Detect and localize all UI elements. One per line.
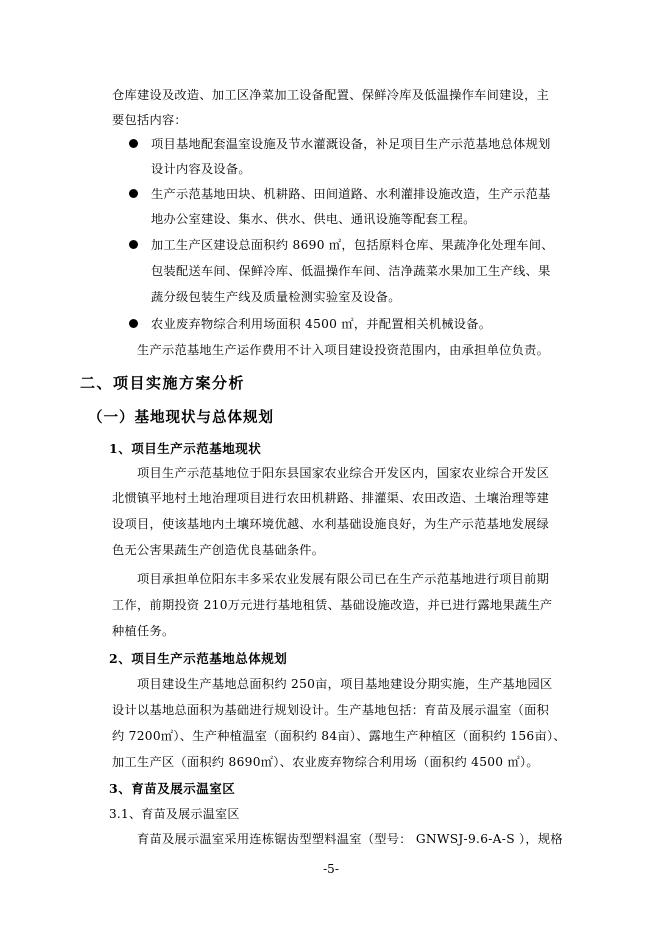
paragraph-line: 设计以基地总面积为基础进行规划设计。生产基地包括：育苗及展示温室（面积 <box>112 703 550 717</box>
bullet-dot-icon <box>129 189 138 198</box>
paragraph-line: 项目承担单位阳东丰多采农业发展有限公司已在生产示范基地进行项目前期 <box>137 572 550 586</box>
paragraph-line: 仓库建设及改造、加工区净菜加工设备配置、保鲜冷库及低温操作车间建设，主 <box>112 88 550 102</box>
paragraph-line: 项目生产示范基地位于阳东县国家农业综合开发区内，国家农业综合开发区 <box>137 466 550 480</box>
bullet-line: 加工生产区建设总面积约 8690 ㎡，包括原料仓库、果蔬净化处理车间、 <box>151 238 554 252</box>
paragraph-line: 约 7200㎡）、生产种植温室（面积约 84亩）、露地生产种植区（面积约 156亩）、 <box>112 729 566 743</box>
item-heading: 1、项目生产示范基地现状 <box>109 441 262 456</box>
paragraph-line: 种植任务。 <box>112 624 175 638</box>
paragraph-line: 项目建设生产基地总面积约 250亩，项目基地建设分期实施，生产基地园区 <box>137 677 553 691</box>
bullet-dot-icon <box>129 240 138 249</box>
paragraph-line: 要包括内容： <box>112 113 187 127</box>
bullet-line: 包装配送车间、保鲜冷库、低温操作车间、洁净蔬菜水果加工生产线、果 <box>151 264 551 278</box>
bullet-dot-icon <box>129 319 138 328</box>
bullet-line: 设计内容及设备。 <box>151 162 251 176</box>
subitem-heading: 3.1、育苗及展示温室区 <box>109 807 240 821</box>
bullet-line: 农业废弃物综合利用场面积 4500 ㎡，并配置相关机械设备。 <box>151 317 492 331</box>
item-heading: 2、项目生产示范基地总体规划 <box>109 651 288 666</box>
paragraph-line: 色无公害果蔬生产创造优良基础条件。 <box>112 543 325 557</box>
paragraph-line: 加工生产区（面积约 8690㎡）、农业废弃物综合利用场（面积约 4500 ㎡）。 <box>112 755 539 769</box>
paragraph-line: 育苗及展示温室采用连栋锯齿型塑料温室（型号： GNWSJ-9.6-A-S ），规格 <box>137 832 563 846</box>
paragraph-line: 工作，前期投资 210万元进行基地租赁、基础设施改造，并已进行露地果蔬生产 <box>112 598 553 612</box>
section-heading: 二、项目实施方案分析 <box>80 374 246 392</box>
subsection-heading: （一）基地现状与总体规划 <box>88 409 274 426</box>
paragraph-line: 生产示范基地生产运作费用不计入项目建设投资范围内，由承担单位负责。 <box>137 343 550 357</box>
paragraph-line: 北惯镇平地村土地治理项目进行农田机耕路、排灌渠、农田改造、土壤治理等建 <box>112 491 550 505</box>
bullet-line: 地办公室建设、集水、供水、供电、通讯设施等配套工程。 <box>151 212 476 226</box>
bullet-line: 生产示范基地田块、机耕路、田间道路、水利灌排设施改造，生产示范基 <box>151 187 551 201</box>
bullet-line: 蔬分级包装生产线及质量检测实验室及设备。 <box>151 290 401 304</box>
item-heading: 3、育苗及展示温室区 <box>109 781 236 796</box>
paragraph-line: 设项目，使该基地内土壤环境优越、水利基础设施良好，为生产示范基地发展绿 <box>112 517 550 531</box>
bullet-dot-icon <box>129 139 138 148</box>
bullet-line: 项目基地配套温室设施及节水灌溉设备，补足项目生产示范基地总体规划 <box>151 137 551 151</box>
page-number: -5- <box>323 862 339 876</box>
